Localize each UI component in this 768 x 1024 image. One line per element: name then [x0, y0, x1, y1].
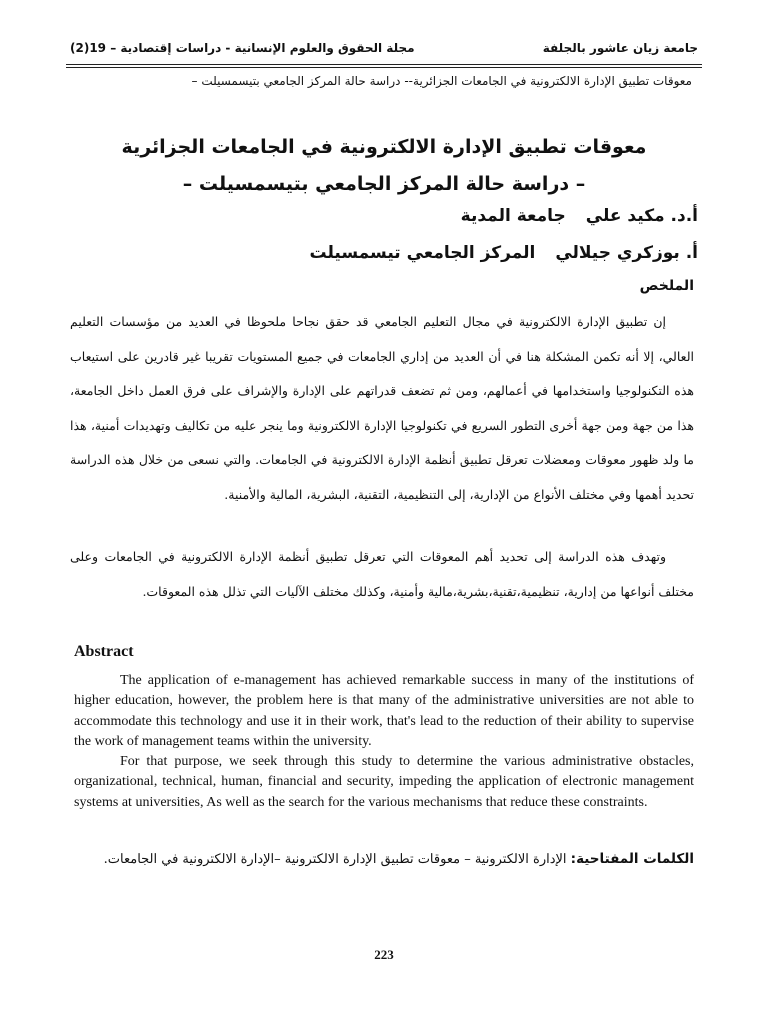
author-2-affiliation: المركز الجامعي تيسمسيلت	[309, 243, 536, 263]
article-title-line-2: – دراسة حالة المركز الجامعي بتيسمسيلت –	[182, 173, 586, 195]
header-journal: مجلة الحقوق والعلوم الإنسانية - دراسات إقتصادية – 19(2)	[70, 41, 415, 55]
author-1	[60, 206, 698, 226]
arabic-abstract-text-2: وتهدف هذه الدراسة إلى تحديد أهم المعوقات التي تعرقل تطبيق أنظمة الإدارة الالكترونية في الجامعات وعلى مختلف أنواعها من إدارية، تنظيمية،تقنية،بشرية،مالية وأمنية، وكذلك مختلف الآليات التي تذلل هذه المعوقات.	[70, 549, 694, 599]
english-abstract-heading: Abstract	[74, 643, 134, 660]
english-abstract	[74, 671, 694, 813]
arabic-abstract-paragraph-1	[70, 305, 694, 512]
author-1-affiliation: جامعة المدية	[460, 206, 566, 226]
keywords	[66, 851, 694, 867]
article-title-line-1: معوقات تطبيق الإدارة الالكترونية في الجامعات الجزائرية	[121, 136, 647, 158]
running-title: معوقات تطبيق الإدارة الالكترونية في الجامعات الجزائرية-- دراسة حالة المركز الجامعي بتيسمسيلت –	[191, 74, 692, 88]
english-abstract-paragraph-2: For that purpose, we seek through this study to determine the various administrative obstacles, organizational, technical, human, financial and security, impeding the application of electronic management systems at universities, As well as the search for the various mechanisms that reduce these constraints.	[74, 754, 694, 810]
keywords-text: الإدارة الالكترونية – معوقات تطبيق الإدارة الالكترونية –الإدارة الالكترونية في الجامعات.	[103, 852, 567, 867]
arabic-abstract-heading: الملخص	[639, 278, 694, 294]
arabic-abstract-text-1: إن تطبيق الإدارة الالكترونية في مجال التعليم الجامعي قد حقق نجاحا ملحوظا في العديد من مؤسسات التعليم العالي، إلا أنه تكمن المشكلة هنا في أن العديد من إداري الجامعات في جميع المستويات تقريبا غير قادرين على استيعاب هذه التكنولوجيا واستخدامها في أعمالهم، ومن ثم تضعف قدراتهم على الإدارة والإشراف على فرق العمل داخل الجامعة، هذا من جهة ومن جهة أخرى التطور السريع في تكنولوجيا الإدارة الالكترونية وما ينجر عليه من تكاليف وتهديدات أمنية، هذا ما ولد ظهور معوقات ومعضلات تعرقل تطبيق أنظمة الإدارة الالكترونية في الجامعات. والتي نسعى من خلال هذه الدراسة تحديد أهمها وفي مختلف الأنواع من الإدارية، إلى التنظيمية، التقنية، البشرية، المالية والأمنية.	[70, 314, 694, 502]
keywords-label: الكلمات المفتاحية:	[570, 851, 694, 867]
arabic-abstract-paragraph-2	[70, 540, 694, 609]
author-1-name: أ.د. مكيد علي	[585, 206, 698, 226]
author-2	[60, 243, 698, 263]
header-university: جامعة زيان عاشور بالجلفة	[542, 41, 698, 55]
english-abstract-paragraph-1: The application of e-management has achieved remarkable success in many of the institutions of higher education, however, the problem here is that many of the administrative universities are not able to accommodate this technology and use it in their work, that's lead to the reduction of their ability to supervise the work of management teams within the university.	[74, 673, 694, 749]
page-number: 223	[374, 947, 394, 962]
page-header	[66, 36, 702, 62]
header-rule	[66, 64, 702, 68]
author-2-name: أ. بوزكري جيلالي	[555, 243, 698, 263]
